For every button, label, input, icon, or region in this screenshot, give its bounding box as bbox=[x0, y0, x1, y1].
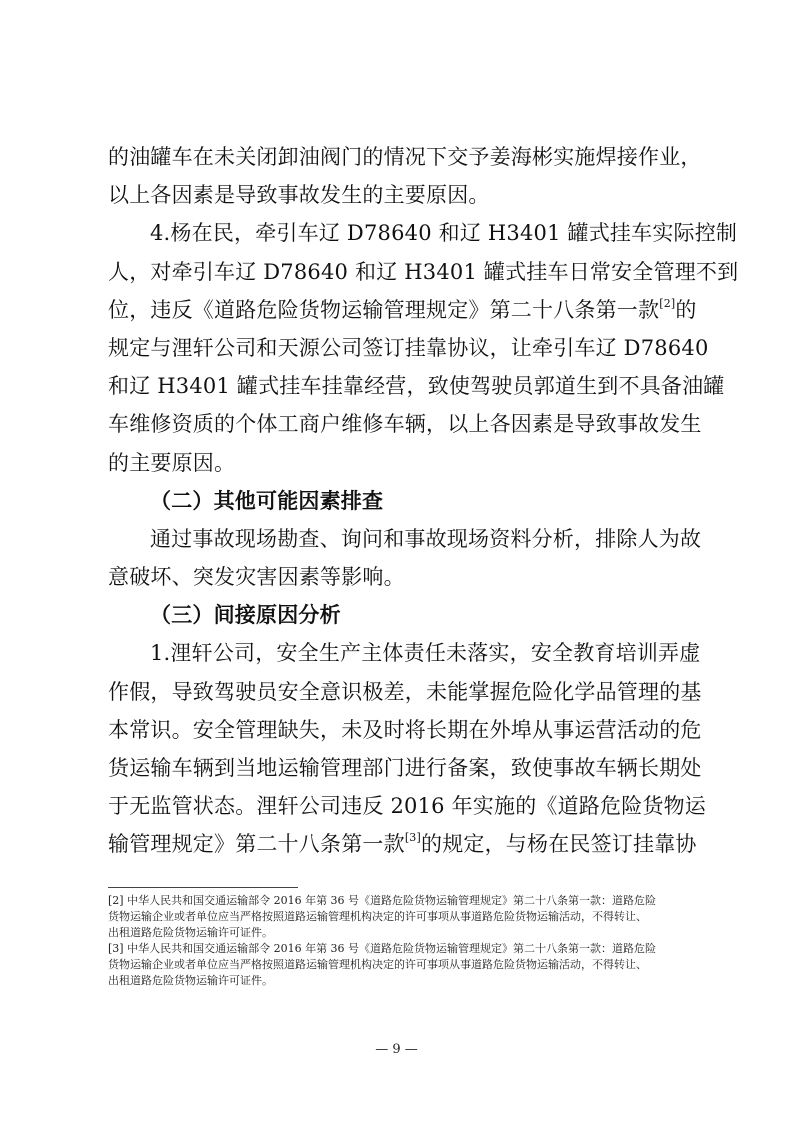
body-line-6: 规定与浬轩公司和天源公司签订挂靠协议，让牵引车辽 D78640 bbox=[108, 335, 709, 360]
footnote-3-line-2: 货物运输企业或者单位应当严格按照道路运输管理机构决定的许可事项从事道路危险货物运输活动，不得转让、 bbox=[108, 958, 647, 971]
section-heading-2: （二）其他可能因素排查 bbox=[150, 487, 384, 513]
body-line-13: 作假，导致驾驶员安全意识极差，未能掌握危险化学品管理的基 bbox=[108, 679, 702, 704]
body-line-16: 于无监管状态。浬轩公司违反 2016 年实施的《道路危险货物运 bbox=[108, 794, 706, 819]
body-line-17 bbox=[108, 825, 697, 863]
body-line-7: 和辽 H3401 罐式挂车挂靠经营，致使驾驶员郭道生到不具备油罐 bbox=[108, 374, 725, 399]
body-line-17-text: 输管理规定》第二十八条第一款 bbox=[108, 832, 405, 857]
body-line-5 bbox=[108, 291, 697, 329]
footnote-2-line-3: 出租道路危险货物运输许可证件。 bbox=[108, 926, 273, 939]
body-line-2: 以上各因素是导致事故发生的主要原因。 bbox=[108, 183, 490, 208]
page-number: — 9 — bbox=[375, 1042, 418, 1057]
body-line-9: 的主要原因。 bbox=[108, 450, 236, 475]
body-line-8: 车维修资质的个体工商户维修车辆，以上各因素是导致事故发生 bbox=[108, 412, 702, 437]
footnote-separator bbox=[108, 887, 298, 888]
body-line-15: 货运输车辆到当地运输管理部门进行备案，致使事故车辆长期处 bbox=[108, 756, 702, 780]
footnotes bbox=[108, 893, 698, 989]
body-line-5-tail: 的 bbox=[675, 297, 697, 322]
footnote-2 bbox=[108, 893, 698, 941]
footnote-2-line-1: [2] 中华人民共和国交通运输部令 2016 年第 36 号《道路危险货物运输管理规定》第二十八条第一款：道路危险 bbox=[108, 894, 657, 907]
body-line-11: 意破坏、突发灾害因素等影响。 bbox=[108, 565, 405, 590]
footnote-ref-2[interactable]: [2] bbox=[659, 296, 676, 310]
body-line-5-text: 位，违反《道路危险货物运输管理规定》第二十八条第一款 bbox=[108, 297, 660, 322]
footnote-3-line-1: [3] 中华人民共和国交通运输部令 2016 年第 36 号《道路危险货物运输管理规定》第二十八条第一款：道路危险 bbox=[108, 942, 657, 955]
body-line-3: 4.杨在民，牵引车辽 D78640 和辽 H3401 罐式挂车实际控制 bbox=[150, 221, 738, 246]
footnote-ref-3[interactable]: [3] bbox=[404, 831, 421, 845]
footnote-3 bbox=[108, 941, 698, 989]
body-line-10: 通过事故现场勘查、询问和事故现场资料分析，排除人为故 bbox=[150, 526, 702, 551]
body-line-4: 人，对牵引车辽 D78640 和辽 H3401 罐式挂车日常安全管理不到 bbox=[108, 259, 739, 284]
body-line-1: 的油罐车在未关闭卸油阀门的情况下交予姜海彬实施焊接作业， bbox=[108, 145, 702, 169]
body-line-17-tail: 的规定，与杨在民签订挂靠协 bbox=[421, 832, 697, 857]
footnote-2-line-2: 货物运输企业或者单位应当严格按照道路运输管理机构决定的许可事项从事道路危险货物运输活动，不得转让、 bbox=[108, 910, 647, 923]
body-line-12: 1.浬轩公司，安全生产主体责任未落实，安全教育培训弄虚 bbox=[150, 641, 701, 666]
body-line-14: 本常识。安全管理缺失，未及时将长期在外埠从事运营活动的危 bbox=[108, 717, 702, 742]
section-heading-3: （三）间接原因分析 bbox=[150, 602, 341, 628]
footnote-3-line-3: 出租道路危险货物运输许可证件。 bbox=[108, 974, 273, 987]
body-text bbox=[108, 138, 739, 864]
